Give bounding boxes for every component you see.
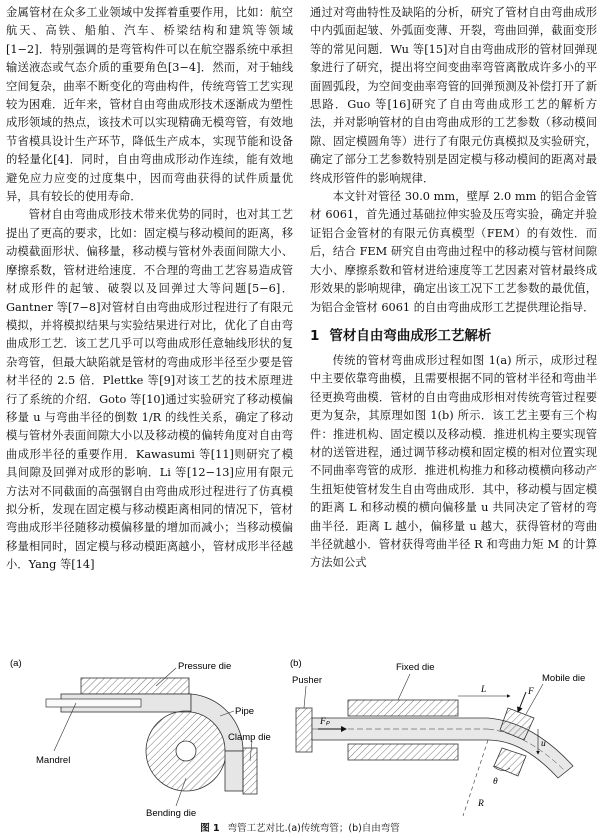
label-mobile-die: Mobile die <box>542 673 586 684</box>
label-u: u <box>541 739 546 749</box>
mandrel-shape <box>46 699 141 707</box>
left-paragraph-2: 管材自由弯曲成形技术带来优势的同时，也对其工艺提出了更高的要求，比如：固定模与移动模间的距离，移动模截面形状、偏移量，移动模与管材外表面间隙大小、摩擦系数，管材进给速度．不合理的弯曲工艺容易造成管材成形件的起皱、破裂以及回弹过大等问题[5−6]．Gantner 等[7−8]对管材自由弯曲成形过程进行了有限元模拟，并将模拟结果与实验结果进行对比，优化了自由弯曲成形工艺．该工艺几乎可以弯曲成形任意轴线形状的复杂弯管，但最大缺陷就是管材的弯曲成形半径至少要是管材半径的 2.5 倍．Plettke 等[9]对该工艺的技术原理进行了系统的介绍．Goto 等[10]通过实验研究了移动模偏移量 u 与弯曲半径的倒数 1/R 的线性关系，确定了移动模与管材外表面间隙大小以及移动模的偏转角度对自由弯曲成形半径的重要作用．Kawasumi 等[11]则研究了模具间隙及回弹对成形的影响．Li 等[12−13]应用有限元方法对不同截面的高强钢自由弯曲成形过程进行了仿真模拟分析，发现在固定模与移动模距离相同的情况下，管材弯曲成形半径随移动模偏移量的增加而减小；当移动模偏移量相同时，固定模与移动模距离越小，管材成形半径越小．Yang 等[14] <box>6 208 293 572</box>
label-pusher: Pusher <box>292 675 323 686</box>
section-heading <box>310 326 597 346</box>
figure-panel-b <box>288 656 596 821</box>
fixed-die-bottom-shape <box>348 744 458 760</box>
right-paragraph-2: 本文针对管径 30.0 mm，壁厚 2.0 mm 的铝合金管材 6061，首先通过基础拉伸实验及压弯实验，确定并验证铝合金管材的有限元仿真模型（FEM）的有效性．而后，结合 FEM 研究自由弯曲过程中的移动模与管材间隙大小、摩擦系数和管材进给速度等工艺因素对管材最终成形效果的影响规律，确定出该工况下工艺参数的最优值，为铝合金管材 6061 的自由弯曲成形工艺提供理论指导． <box>310 190 597 314</box>
label-pressure-die: Pressure die <box>178 661 232 672</box>
caption-text: 弯管工艺对比.(a)传统弯管；(b)自由弯管 <box>227 823 400 834</box>
pusher-shape <box>296 708 312 752</box>
panel-b-tag: (b) <box>290 658 302 669</box>
pressure-die-shape <box>81 678 189 694</box>
fixed-die-top-shape <box>348 700 458 716</box>
left-paragraph-1: 金属管材在众多工业领域中发挥着重要作用，比如：航空航天、高铁、船舶、汽车、桥梁结构和建筑等领域[1−2]．特别强调的是弯管构件可以在航空器系统中承担输送液态或气态介质的重要角色[3−4]．然而，对于轴线空间复杂，曲率不断变化的弯曲构件，传统弯管工艺实现较为困难．近年来，管材自由弯曲成形技术逐渐成为塑性成形领域的热点，该技术可以实现精确无模弯管，有效地节省模具设计生产环节，降低生产成本，实现节能和设备的轻量化[4]．同时，自由弯曲成形动作连续，能有效地避免应力应变的过度集中，因而弯曲获得的试件质量优异，具有较长的使用寿命． <box>6 6 293 204</box>
label-L: L <box>481 685 487 695</box>
label-F: F <box>528 687 534 697</box>
label-R: R <box>478 799 484 809</box>
traditional-bending-diagram <box>6 656 278 821</box>
mobile-die-bottom-shape <box>494 748 526 776</box>
clamp-die-shape <box>243 748 257 794</box>
label-bending-die: Bending die <box>146 808 197 819</box>
panel-a-tag: (a) <box>10 658 22 669</box>
right-paragraph-1: 通过对弯曲特性及缺陷的分析，研究了管材自由弯曲成形中内弧面起皱、外弧面变薄、开裂，弯曲回弹，截面变形等的常见问题．Wu 等[15]对自由弯曲成形的管材回弹现象进行了研究，提出将空间变曲率弯管离散成许多小的平面圆弧段，为空间变曲率弯管的回弹预测及补偿打开了新思路．Guo 等[16]研究了自由弯曲成形工艺的解析方法，并对影响管材的自由弯曲成形的工艺参数（移动模间隙、固定模圆角等）进行了有限元仿真模拟及实验研究，确定了部分工艺参数特别是固定模与移动模间的距离对最终成形管件的影响规律． <box>310 6 597 185</box>
free-bending-diagram <box>288 656 596 821</box>
label-Fp: Fₚ <box>320 717 330 727</box>
label-clamp-die: Clamp die <box>228 732 271 743</box>
right-paragraph-3: 传统的管材弯曲成形过程如图 1(a) 所示，成形过程中主要依靠弯曲模，且需要根据不同的管材半径和弯曲半径更换弯曲模．管材的自由弯曲成形相对传统弯管过程要更为复杂，其原理如图 1(b) 所示．该工艺主要有三个构件：推进机构、固定模以及移动模．推进机构主要实现管材的送管进程，通过调节移动模和固定模的相对位置实现不同曲率弯管的成形．推进机构推力和移动模横向移动产生扭矩使管材发生自由弯曲成形．其中，移动模与固定模的距离 L 和移动模的横向偏移量 u 共同决定了管材的弯曲半径．距离 L 越小，偏移量 u 越大，获得管材的弯曲半径就越小．管材获得弯曲半径 R 和弯曲力矩 M 的计算方法如公式 <box>310 353 597 570</box>
label-fixed-die: Fixed die <box>396 662 435 673</box>
figure-caption <box>0 820 600 834</box>
caption-label: 图 1 <box>200 823 220 834</box>
label-pipe: Pipe <box>235 706 255 717</box>
section-title: 管材自由弯曲成形工艺解析 <box>329 327 492 344</box>
right-column <box>310 4 597 573</box>
section-number: 1 <box>310 327 320 344</box>
left-column <box>6 4 293 575</box>
label-theta: θ <box>493 777 498 787</box>
figure-panel-a <box>6 656 278 821</box>
figure-1 <box>6 656 596 821</box>
label-mandrel: Mandrel <box>36 755 71 766</box>
